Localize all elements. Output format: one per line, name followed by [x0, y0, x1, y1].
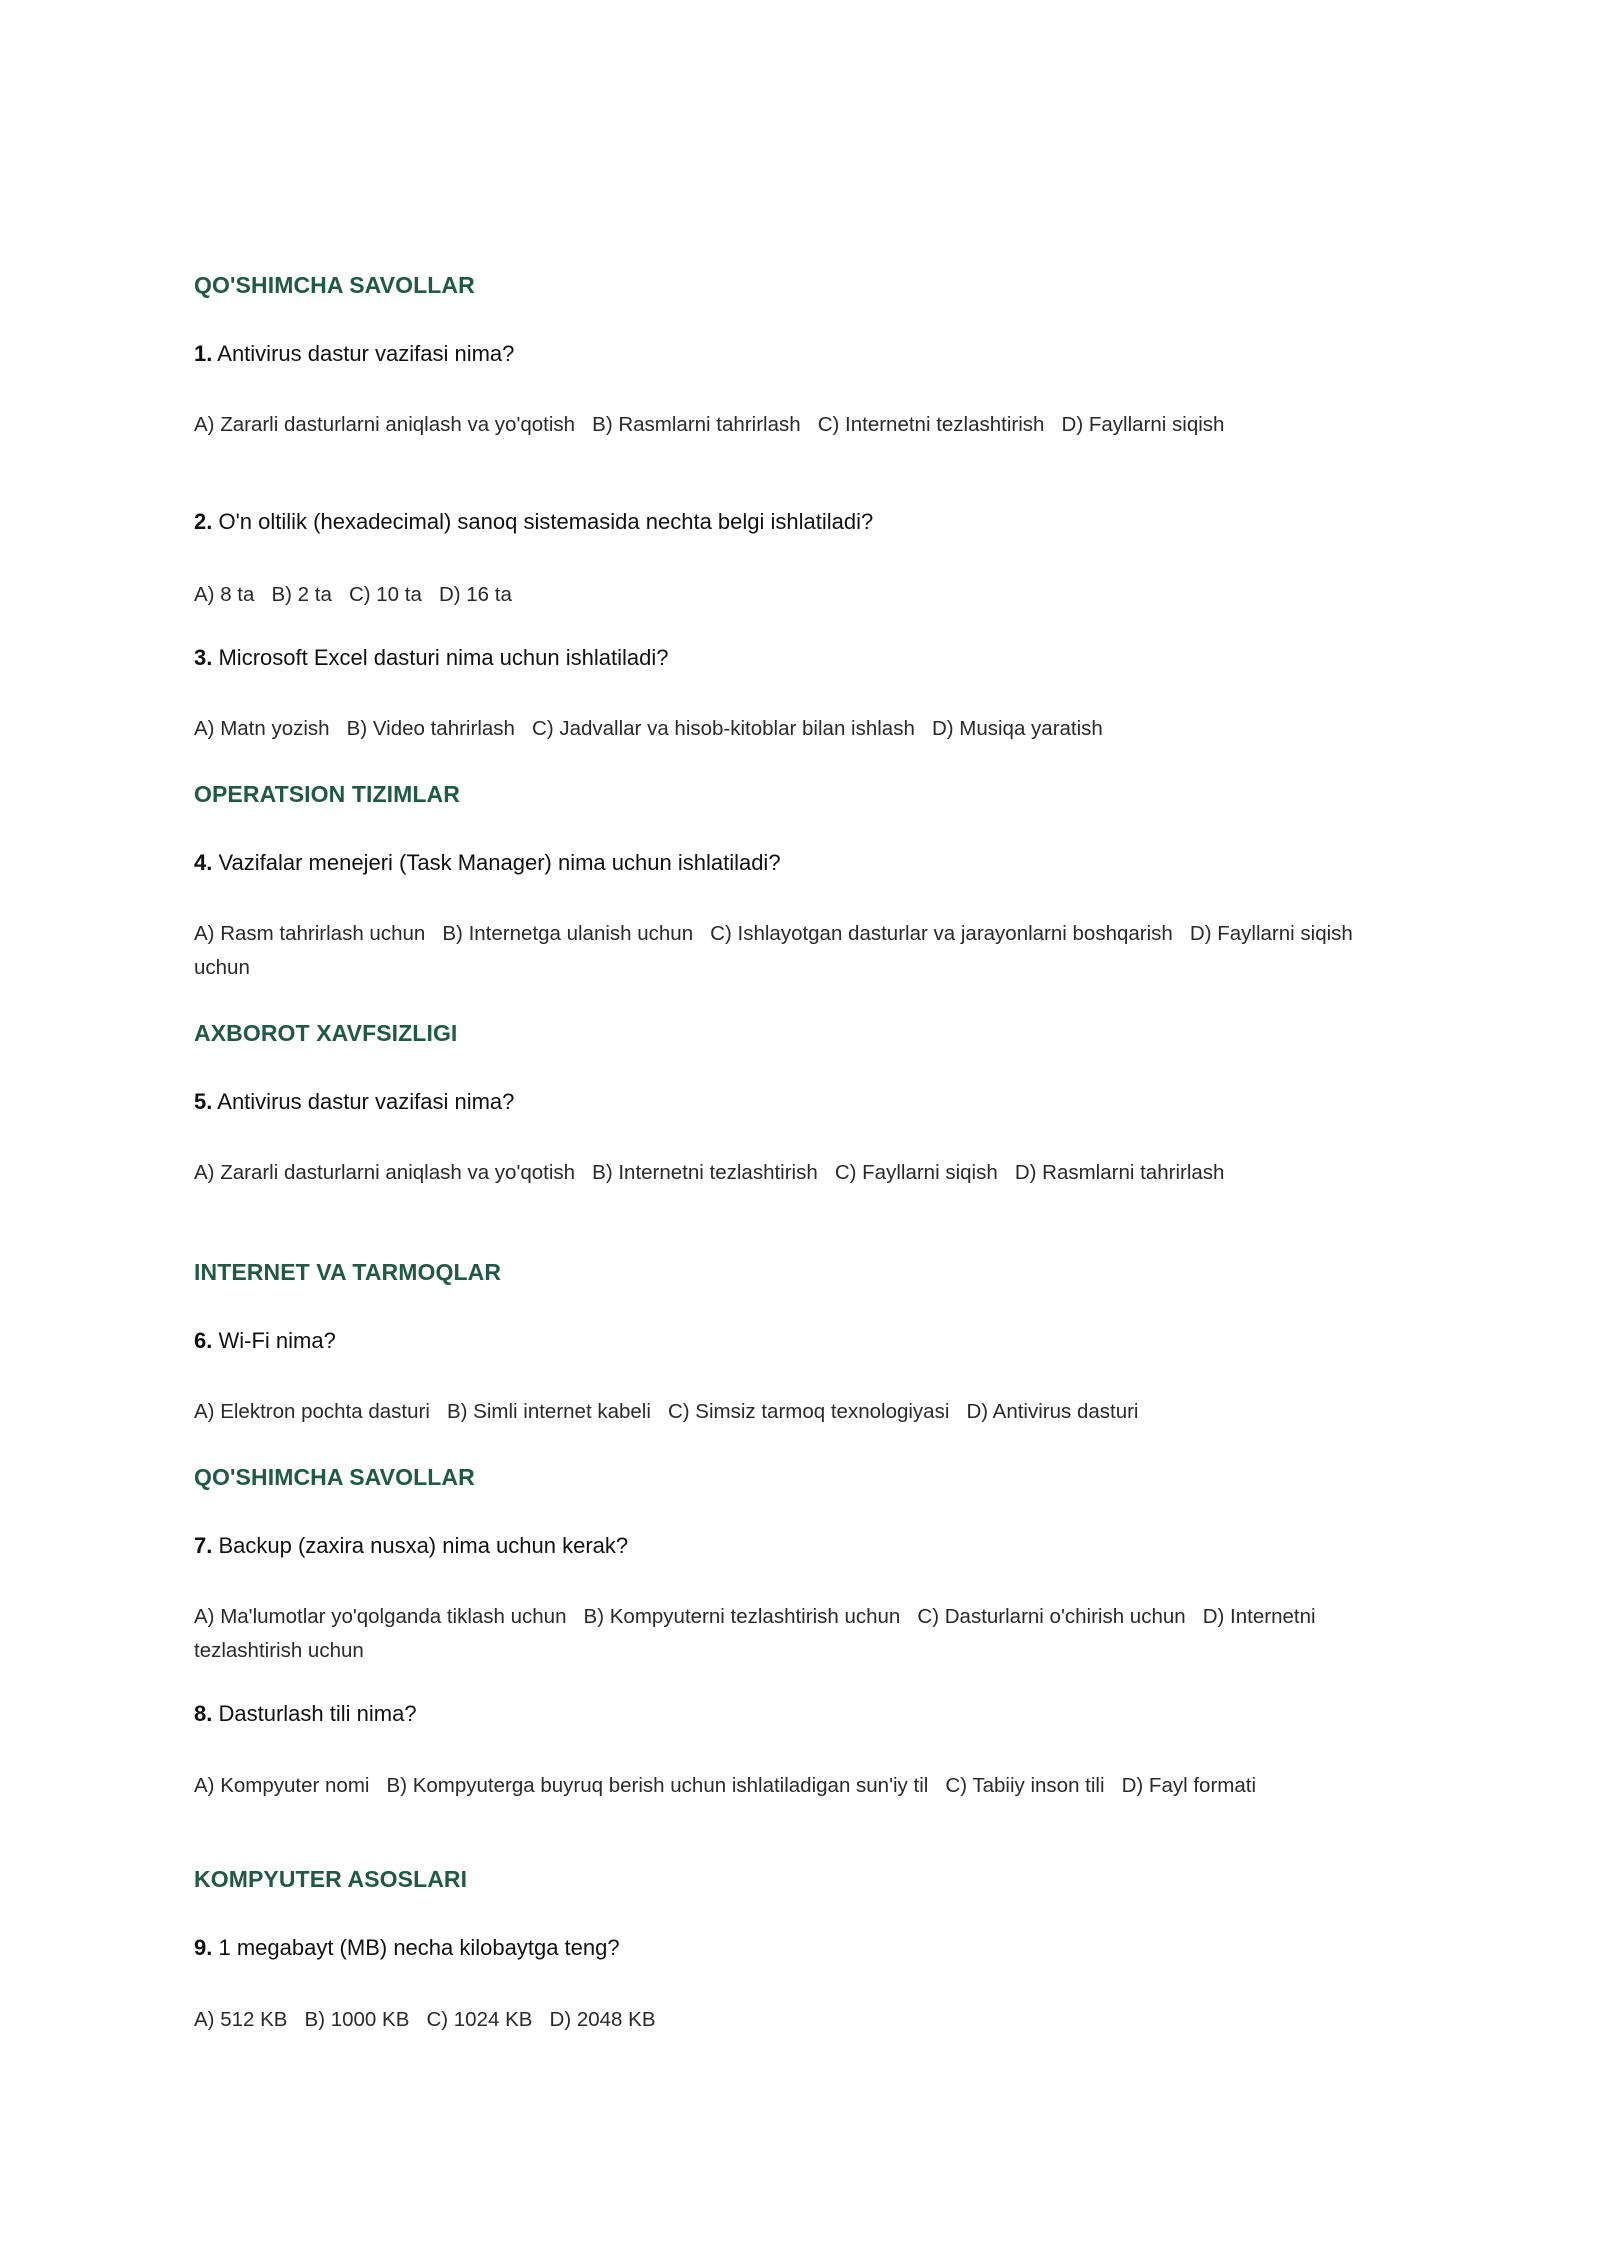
question-4 — [194, 848, 1394, 878]
question-number: 2. — [194, 509, 213, 534]
question-7 — [194, 1531, 1394, 1561]
question-number: 3. — [194, 645, 213, 670]
answers-8: A) Kompyuter nomi B) Kompyuterga buyruq berish uchun ishlatiladigan sun'iy til C) Tabiiy inson tili D) Fayl formati — [194, 1774, 1257, 1797]
question-text: O'n oltilik (hexadecimal) sanoq sistemasida nechta belgi ishlatiladi? — [218, 509, 874, 534]
question-2 — [194, 507, 1394, 537]
question-text: Dasturlash tili nima? — [218, 1701, 417, 1726]
question-number: 4. — [194, 850, 213, 875]
section-heading: KOMPYUTER ASOSLARI — [194, 1866, 468, 1892]
section-heading: INTERNET VA TARMOQLAR — [194, 1259, 502, 1285]
question-text: Antivirus dastur vazifasi nima? — [217, 341, 515, 366]
section-heading: OPERATSION TIZIMLAR — [194, 781, 460, 807]
question-8 — [194, 1699, 1394, 1729]
answers-4: A) Rasm tahrirlash uchun B) Internetga ulanish uchun C) Ishlayotgan dasturlar va jarayonlarni boshqarish D) Fayllarni siqish uchun — [194, 922, 1359, 979]
section-heading: QO'SHIMCHA SAVOLLAR — [194, 1464, 475, 1490]
section-heading: AXBOROT XAVFSIZLIGI — [194, 1020, 458, 1046]
answers-2: A) 8 ta B) 2 ta C) 10 ta D) 16 ta — [194, 583, 512, 606]
question-number: 9. — [194, 1935, 213, 1960]
question-text: Vazifalar menejeri (Task Manager) nima uchun ishlatiladi? — [218, 850, 781, 875]
section-heading: QO'SHIMCHA SAVOLLAR — [194, 272, 475, 298]
question-9 — [194, 1933, 1394, 1963]
answers-6: A) Elektron pochta dasturi B) Simli internet kabeli C) Simsiz tarmoq texnologiyasi D) Antivirus dasturi — [194, 1400, 1139, 1423]
answers-5: A) Zararli dasturlarni aniqlash va yo'qotish B) Internetni tezlashtirish C) Fayllarni siqish D) Rasmlarni tahrirlash — [194, 1161, 1225, 1184]
question-5 — [194, 1087, 1394, 1117]
question-text: 1 megabayt (MB) necha kilobaytga teng? — [218, 1935, 620, 1960]
question-text: Backup (zaxira nusxa) nima uchun kerak? — [218, 1533, 629, 1558]
question-number: 7. — [194, 1533, 213, 1558]
question-number: 8. — [194, 1701, 213, 1726]
question-number: 6. — [194, 1328, 213, 1353]
answers-9: A) 512 KB B) 1000 KB C) 1024 KB D) 2048 KB — [194, 2008, 656, 2031]
question-1 — [194, 339, 1394, 369]
answers-3: A) Matn yozish B) Video tahrirlash C) Jadvallar va hisob-kitoblar bilan ishlash D) Musiqa yaratish — [194, 717, 1103, 740]
question-3 — [194, 643, 1394, 673]
answers-1: A) Zararli dasturlarni aniqlash va yo'qotish B) Rasmlarni tahrirlash C) Internetni tezlashtirish D) Fayllarni siqish — [194, 413, 1225, 436]
question-text: Wi-Fi nima? — [218, 1328, 336, 1353]
question-number: 5. — [194, 1089, 213, 1114]
question-6 — [194, 1326, 1394, 1356]
question-number: 1. — [194, 341, 213, 366]
answers-7: A) Ma'lumotlar yo'qolganda tiklash uchun B) Kompyuterni tezlashtirish uchun C) Dasturlarni o'chirish uchun D) Internetni tezlashtirish uchun — [194, 1605, 1322, 1662]
question-text: Antivirus dastur vazifasi nima? — [217, 1089, 515, 1114]
question-text: Microsoft Excel dasturi nima uchun ishlatiladi? — [218, 645, 669, 670]
